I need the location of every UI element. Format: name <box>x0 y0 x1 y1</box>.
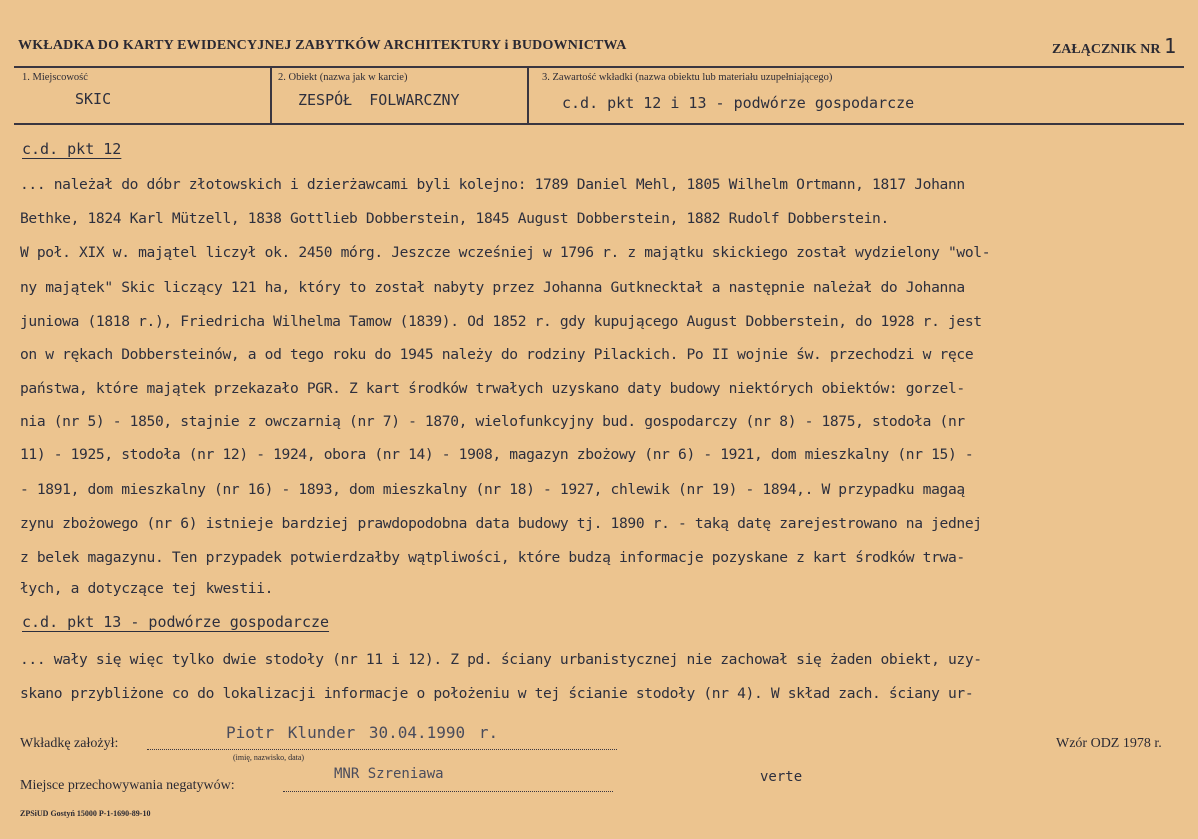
printer-info: ZPSiUD Gostyń 15000 P-1-1690-89-10 <box>20 809 151 818</box>
object-value: ZESPÓŁ FOLWARCZNY <box>298 91 460 109</box>
author-hint: (imię, nazwisko, data) <box>233 753 305 762</box>
author-label: Wkładkę założył: <box>20 736 119 751</box>
body-line: on w rękach Dobbersteinów, a od tego roku do 1945 należy do rodziny Pilackich. Po II wojnie św. przechodzi w ręce <box>20 346 974 363</box>
body-line: nia (nr 5) - 1850, stajnie z owczarnią (nr 7) - 1870, wielofunkcyjny bud. gospodarczy (nr 8) - 1875, stodoła (nr <box>20 413 965 430</box>
body-line: państwa, które majątek przekazało PGR. Z kart środków trwałych uzyskano daty budowy niektórych obiektów: gorzel- <box>20 380 965 397</box>
body-line: ... wały się więc tylko dwie stodoły (nr 11 i 12). Z pd. ściany urbanistycznej nie zachował się żaden obiekt, uzy- <box>20 651 982 668</box>
body-line: juniowa (1818 r.), Friedricha Wilhelma Tamow (1839). Od 1852 r. gdy kupującego August Dobberstein, do 1928 r. jest <box>20 313 982 330</box>
section-heading-pkt-12: c.d. pkt 12 <box>22 140 122 158</box>
body-line: W poł. XIX w. majątel liczył ok. 2450 mórg. Jeszcze wcześniej w 1796 r. z majątku skickiego został wydzielony "wol- <box>20 244 991 261</box>
annex-label <box>1052 34 1176 58</box>
body-line: skano przybliżone co do lokalizacji informacje o położeniu w tej ścianie stodoły (nr 4). W skład zach. ściany ur- <box>20 685 974 702</box>
storage-value: MNR Szreniawa <box>334 766 444 782</box>
field-divider-1 <box>270 67 272 123</box>
body-line: ... należał do dóbr złotowskich i dzierżawcami byli kolejno: 1789 Daniel Mehl, 1805 Wilhelm Ortmann, 1817 Johann <box>20 176 965 193</box>
place-label: 1. Miejscowość <box>22 72 88 83</box>
body-line: zynu zbożowego (nr 6) istnieje bardziej prawdopodobna data budowy tj. 1890 r. - taką datę zarejestrowano na jednej <box>20 515 982 532</box>
fields-bottom-rule <box>14 123 1184 125</box>
storage-dotline <box>283 791 613 792</box>
storage-label: Miejsce przechowywania negatywów: <box>20 778 235 793</box>
form-title: WKŁADKA DO KARTY EWIDENCYJNEJ ZABYTKÓW ARCHITEKTURY i BUDOWNICTWA <box>18 38 627 53</box>
body-line: Bethke, 1824 Karl Mützell, 1838 Gottlieb Dobberstein, 1845 August Dobberstein, 1882 Rudolf Dobberstein. <box>20 210 889 227</box>
header-rule <box>14 66 1184 68</box>
place-value: SKIC <box>75 90 112 108</box>
body-line: 11) - 1925, stodoła (nr 12) - 1924, obora (nr 14) - 1908, magazyn zbożowy (nr 6) - 1921, dom mieszkalny (nr 15) - <box>20 446 974 463</box>
annex-label-text: ZAŁĄCZNIK NR <box>1051 42 1161 57</box>
content-label: 3. Zawartość wkładki (nazwa obiektu lub materiału uzupełniającego) <box>542 72 833 83</box>
field-divider-2 <box>527 67 529 123</box>
section-heading-pkt-13: c.d. pkt 13 - podwórze gospodarcze <box>22 613 330 631</box>
object-label: 2. Obiekt (nazwa jak w karcie) <box>278 72 408 83</box>
content-value: c.d. pkt 12 i 13 - podwórze gospodarcze <box>562 94 915 112</box>
body-line: łych, a dotyczące tej kwestii. <box>20 580 274 597</box>
annex-number: 1 <box>1163 34 1176 58</box>
verte-label: verte <box>760 769 803 785</box>
body-line: - 1891, dom mieszkalny (nr 16) - 1893, dom mieszkalny (nr 18) - 1927, chlewik (nr 19) - 1894,. W przypadku magaą <box>20 481 965 498</box>
template-label: Wzór ODZ 1978 r. <box>1056 736 1162 751</box>
body-line: z belek magazynu. Ten przypadek potwierdzałby wątpliwości, które budzą informacje pozyskane z kart środków trwa- <box>20 549 965 566</box>
body-line: ny majątek" Skic liczący 121 ha, który to został nabyty przez Johanna Gutknecktał a następnie należał do Johanna <box>20 279 965 296</box>
author-dotline <box>147 749 617 750</box>
author-value: Piotr Klunder 30.04.1990 r. <box>226 723 499 742</box>
